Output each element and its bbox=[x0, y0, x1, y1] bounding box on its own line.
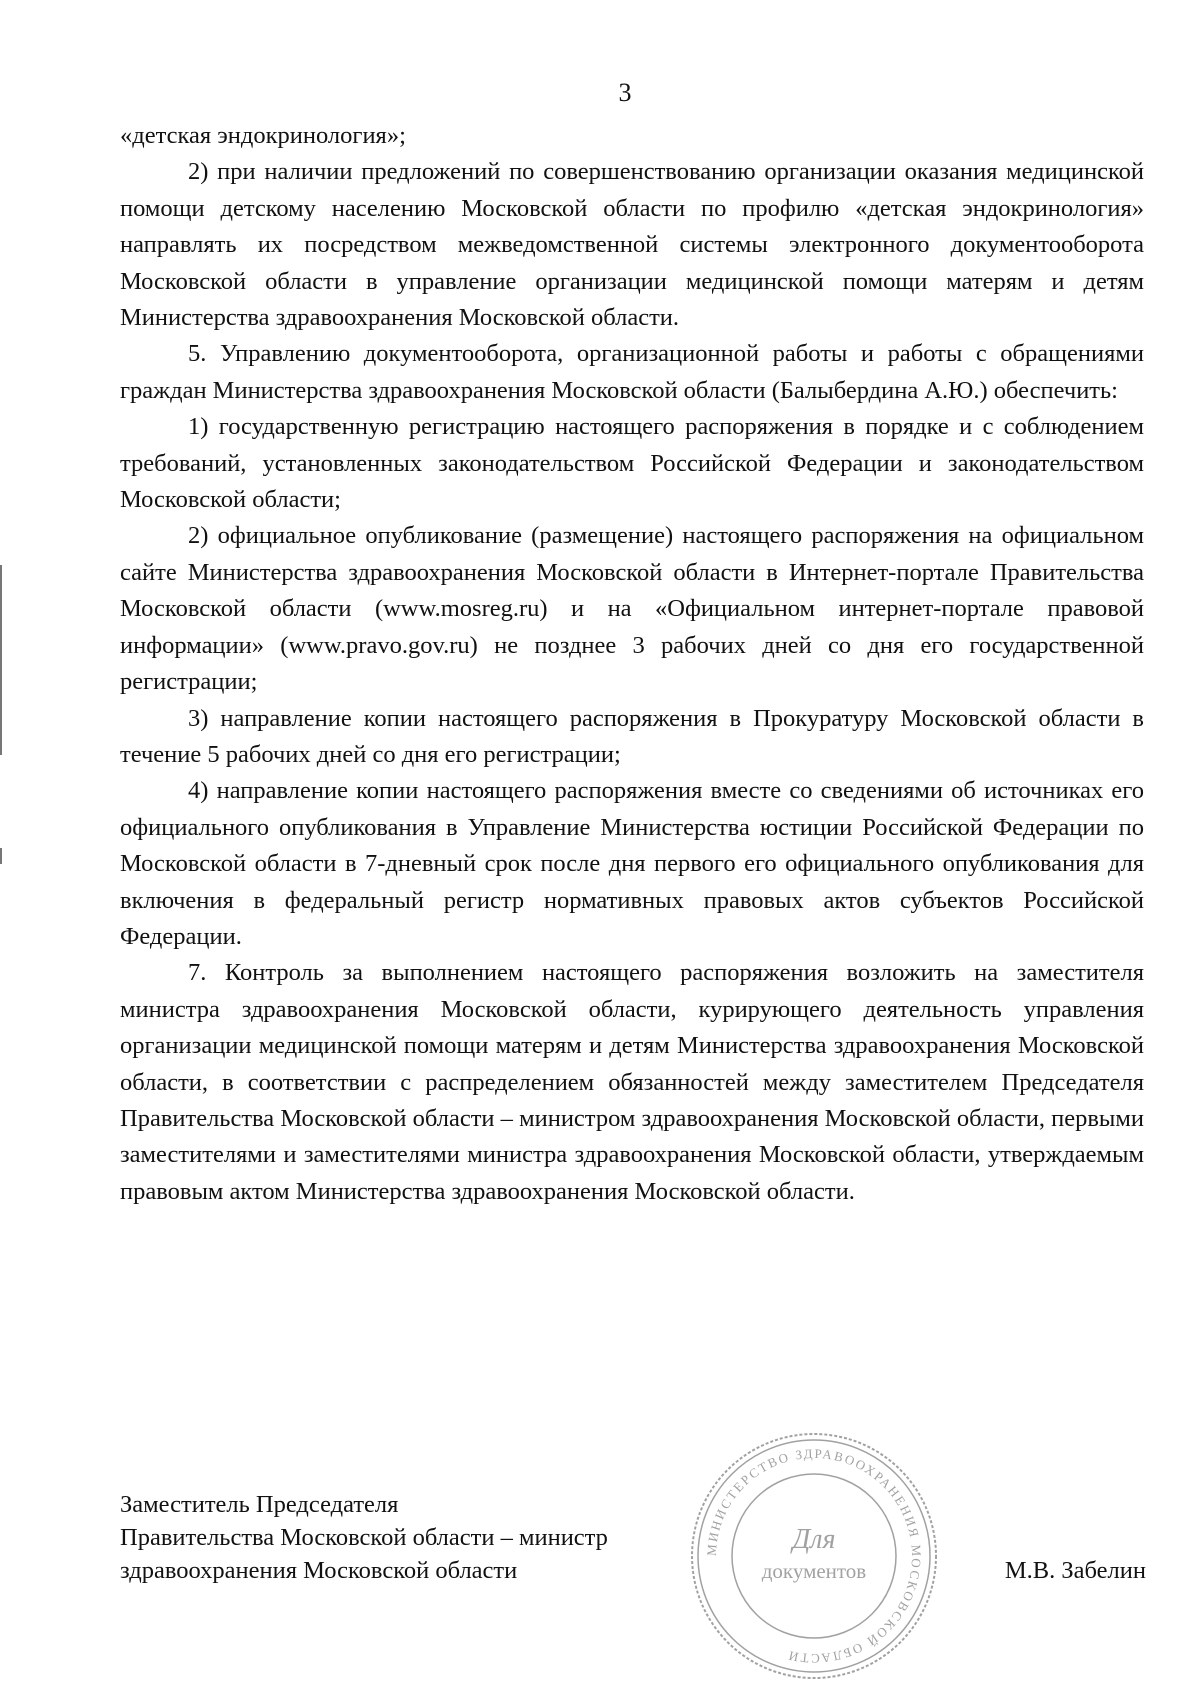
signature-block bbox=[120, 1488, 1146, 1587]
paragraph-item-7-control: 7. Контроль за выполнением настоящего распоряжения возложить на заместителя министра здравоохранения Московской области, курирующего деятельность управления организации медицинской помощи матерям и детям Министерства здравоохранения Московской области, в соответствии с распределением обязанностей между заместителем Председателя Правительства Московской области – министром здравоохранения Московской области, первыми заместителями и заместителями министра здравоохранения Московской области, утверждаемым правовым актом Министерства здравоохранения Московской области. bbox=[120, 959, 1144, 1205]
signatory-position-line-2: Правительства Московской области – министр bbox=[120, 1524, 608, 1551]
signatory-position-line-3: здравоохранения Московской области bbox=[120, 1557, 518, 1584]
stamp-text-line-1: Для bbox=[792, 1524, 836, 1555]
paragraph-subitem-3-prosecutor: 3) направление копии настоящего распоряжения в Прокуратуру Московской области в течение 5 рабочих дней со дня его регистрации; bbox=[120, 704, 1144, 768]
signatory-position-line-1: Заместитель Председателя bbox=[120, 1491, 399, 1518]
stamp-text-line-2: документов bbox=[761, 1559, 867, 1583]
signatory-name: М.В. Забелин bbox=[1004, 1557, 1146, 1584]
stamp-ring-text: МИНИСТЕРСТВО ЗДРАВООХРАНЕНИЯ МОСКОВСКОЙ ОБЛАСТИ bbox=[703, 1445, 925, 1667]
scan-edge-mark bbox=[0, 565, 2, 755]
paragraph-item-5-document-management: 5. Управлению документооборота, организационной работы и работы с обращениями граждан Министерства здравоохранения Московской области (Балыбердина А.Ю.) обеспечить: bbox=[120, 340, 1144, 404]
paragraph-subitem-1-registration: 1) государственную регистрацию настоящего распоряжения в порядке и с соблюдением требований, установленных законодательством Российской Федерации и законодательством Московской области; bbox=[120, 413, 1144, 514]
paragraph-subitem-4-justice-ministry: 4) направление копии настоящего распоряжения вместе со сведениями об источниках его официального опубликования в Управление Министерства юстиции Российской Федерации по Московской области в 7-дневный срок после дня первого его официального опубликования для включения в федеральный регистр нормативных правовых актов субъектов Российской Федерации. bbox=[120, 777, 1144, 950]
page-number: 3 bbox=[618, 78, 632, 107]
stamp-inner-ring bbox=[732, 1474, 896, 1638]
stamp-ring bbox=[698, 1440, 930, 1672]
paragraph-item-2-proposals: 2) при наличии предложений по совершенствованию организации оказания медицинской помощи детскому населению Московской области по профилю «детская эндокринология» направлять их посредством межведомственной системы электронного документооборота Московской области в управление организации медицинской помощи матерям и детям Министерства здравоохранения Московской области. bbox=[120, 158, 1144, 332]
official-stamp bbox=[688, 1430, 940, 1682]
document-body bbox=[120, 118, 1144, 1210]
stamp-outer-ring bbox=[692, 1434, 936, 1678]
scan-edge-mark bbox=[0, 848, 2, 864]
paragraph-subitem-2-publication: 2) официальное опубликование (размещение) настоящего распоряжения на официальном сайте Министерства здравоохранения Московской области в Интернет-портале Правительства Московской области (www.mosreg.ru) и на «Официальном интернет-портале правовой информации» (www.pravo.gov.ru) не позднее 3 рабочих дней со дня его государственной регистрации; bbox=[120, 522, 1144, 696]
paragraph-continuation: «детская эндокринология»; bbox=[120, 122, 406, 149]
